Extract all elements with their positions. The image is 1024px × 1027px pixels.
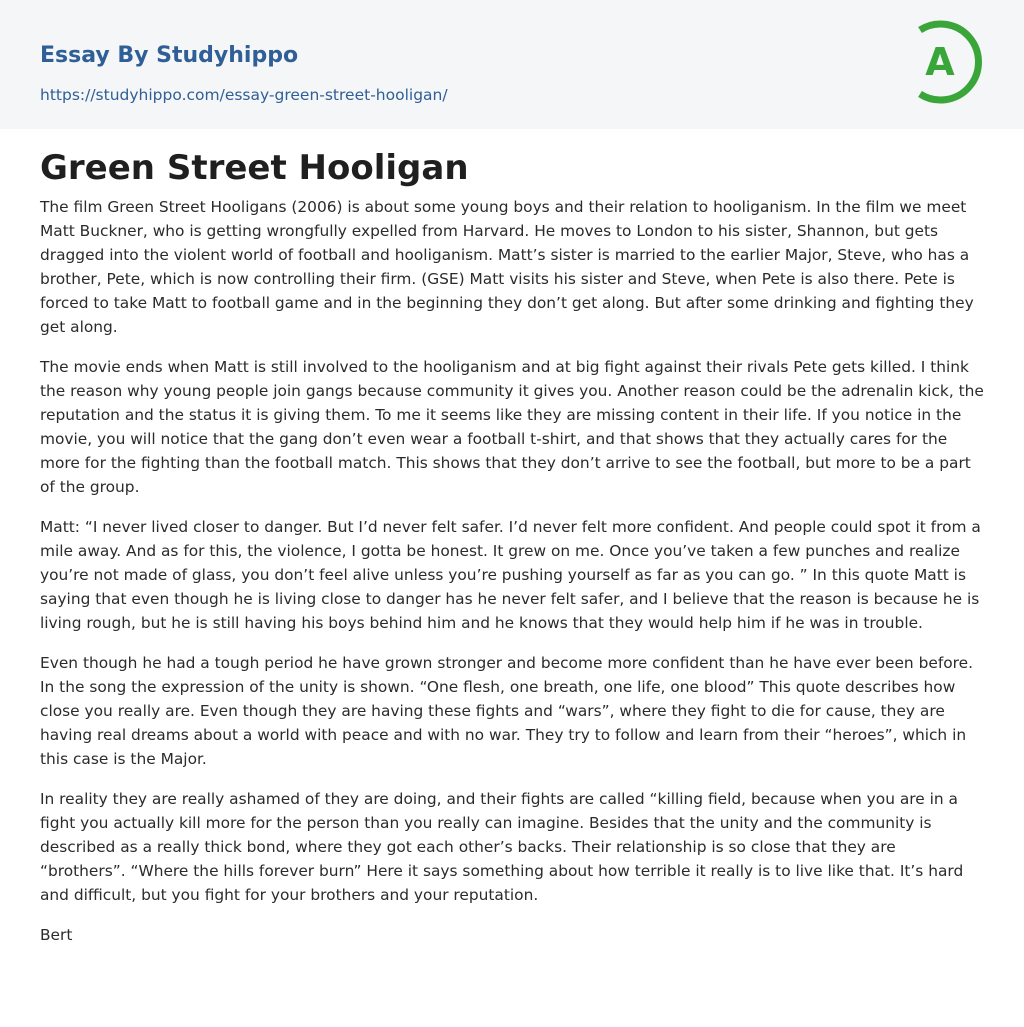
logo-letter: A: [925, 40, 955, 84]
essay-paragraph: Matt: “I never lived closer to danger. But I’d never felt safer. I’d never felt more confident. And people could spot it from a mile away. And as for this, the violence, I gotta be honest. It grew on me. Once you’ve taken a few punches and realize you’re not made of glass, you don’t feel alive unless you’re pushing yourself as far as you can go. ” In this quote Matt is saying that even though he is living close to danger has he never felt safer, and I believe that the reason is because he is living rough, but he is still having his boys behind him and he knows that they would help him if he was in trouble.: [40, 518, 981, 632]
essay-url-link[interactable]: https://studyhippo.com/essay-green-street-hooligan/: [40, 86, 448, 104]
studyhippo-logo[interactable]: [912, 18, 988, 106]
essay-signature: Bert: [40, 926, 73, 944]
essay-title: Green Street Hooligan: [40, 148, 469, 188]
essay-paragraph: In reality they are really ashamed of they are doing, and their fights are called “killing field, because when you are in a fight you actually kill more for the person than you really can imagine. Besides that the unity and the community is described as a really thick bond, where they got each other’s backs. Their relationship is so close that they are “brothers”. “Where the hills forever burn” Here it says something about how terrible it really is to live like that. It’s hard and difficult, but you fight for your brothers and your reputation.: [40, 790, 964, 904]
site-title: Essay By Studyhippo: [40, 43, 299, 68]
essay-paragraph: The movie ends when Matt is still involved to the hooliganism and at big fight against their rivals Pete gets killed. I think the reason why young people join gangs because community it gives you. Another reason could be the adrenalin kick, the reputation and the status it is giving them. To me it seems like they are missing content in their life. If you notice in the movie, you will notice that the gang don’t even wear a football t-shirt, and that shows that they actually cares for the more for the fighting than the football match. This shows that they don’t arrive to see the football, but more to be a part of the group.: [40, 358, 984, 496]
essay-paragraph: Even though he had a tough period he have grown stronger and become more confident than he have ever been before. In the song the expression of the unity is shown. “One flesh, one breath, one life, one blood” This quote describes how close you really are. Even though they are having these fights and “wars”, where they fight to die for cause, they are having real dreams about a world with peace and with no war. They try to follow and learn from their “heroes”, which in this case is the Major.: [40, 654, 974, 768]
essay-body: [40, 195, 984, 963]
essay-paragraph: The film Green Street Hooligans (2006) is about some young boys and their relation to hooliganism. In the film we meet Matt Buckner, who is getting wrongfully expelled from Harvard. He moves to London to his sister, Shannon, but gets dragged into the violent world of football and hooliganism. Matt’s sister is married to the earlier Major, Steve, who has a brother, Pete, which is now controlling their firm. (GSE) Matt visits his sister and Steve, when Pete is also there. Pete is forced to take Matt to football game and in the beginning they don’t get along. But after some drinking and fighting they get along.: [40, 198, 974, 336]
logo-ring-icon: [912, 18, 988, 106]
